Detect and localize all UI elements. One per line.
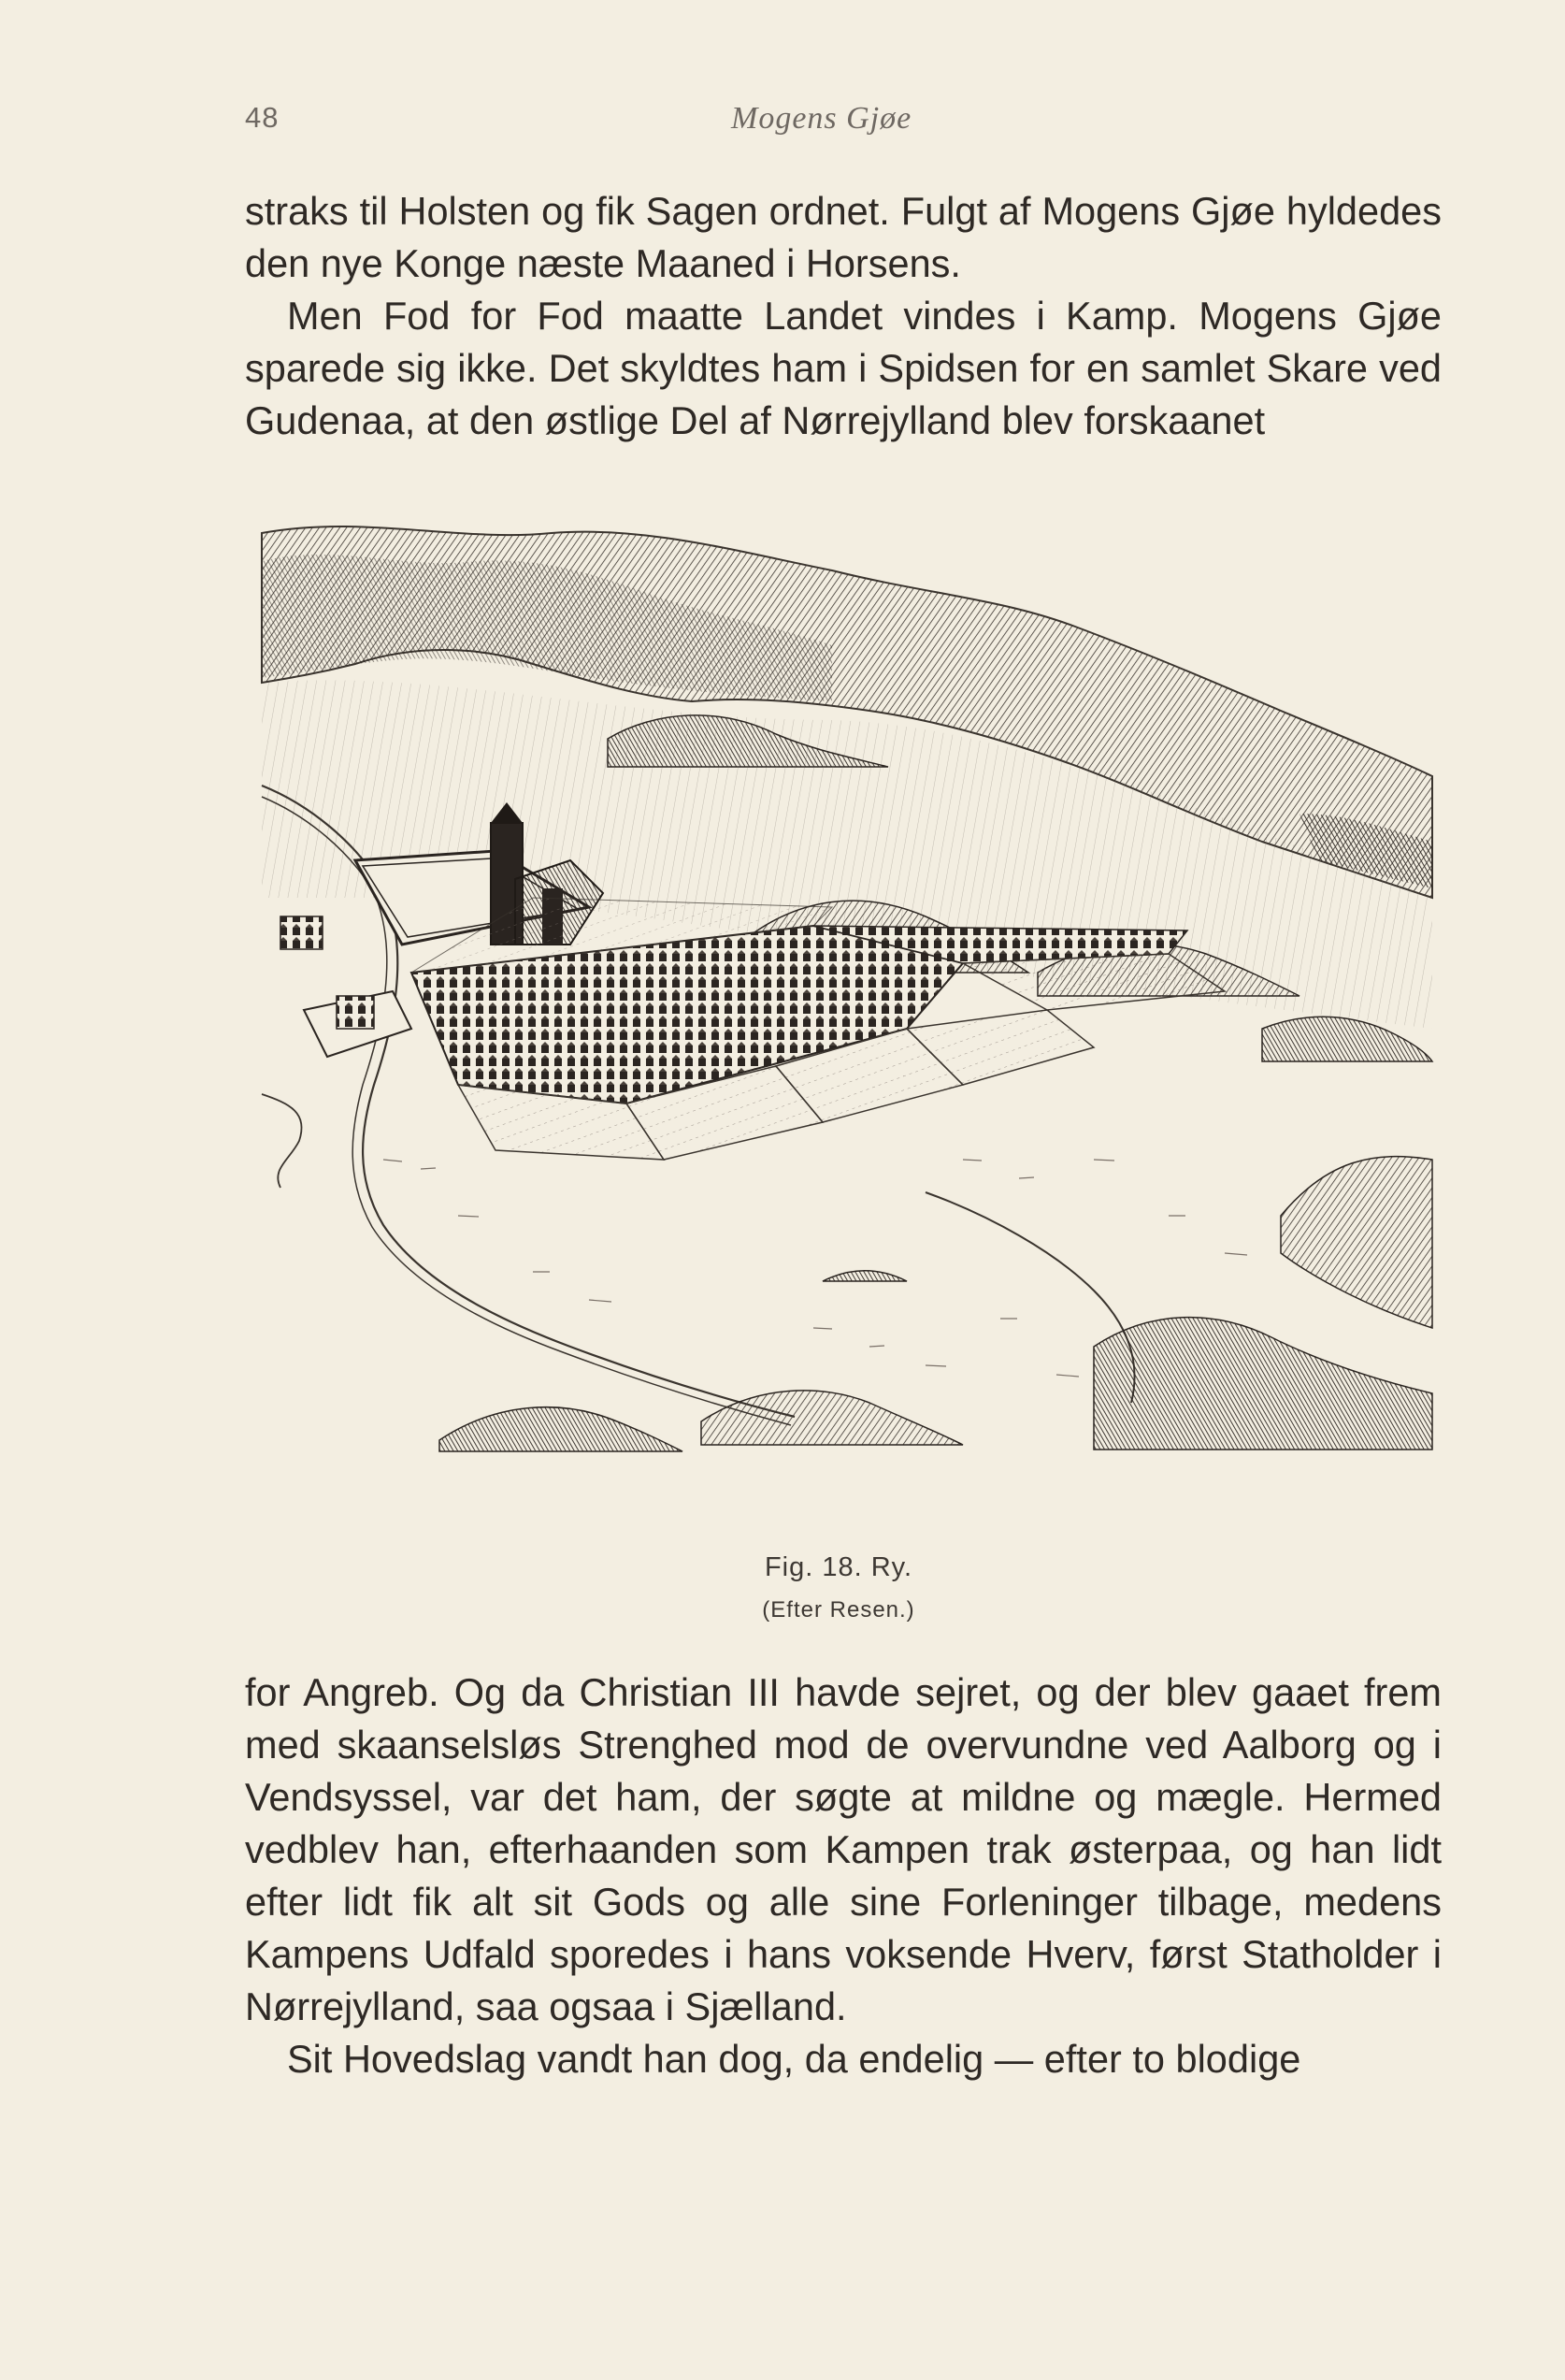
paragraph-3: for Angreb. Og da Christian III havde sejret, og der blev gaaet frem med skaanselsløs Strenghed mod de overvundne ved Aalborg og i Vendsyssel, var det ham, der søgte at mildne og mægle. Hermed vedblev han, efterhaanden som Kampen trak østerpaa, og han lidt efter lidt fik alt sit Gods og alle sine Forleninger tilbage, medens Kampens Udfald sporedes i hans voksende Hverv, først Statholder i Nørrejylland, saa ogsaa i Sjælland. (245, 1670, 1442, 2028)
stream (262, 1094, 302, 1188)
body-text-bottom (245, 1666, 1442, 2085)
paragraph-2: Men Fod for Fod maatte Landet vindes i Kamp. Mogens Gjøe sparede sig ikke. Det skyldtes ham i Spidsen for en samlet Skare ved Gudenaa, at den østlige Del af Nørrejylland blev forskaanet (245, 294, 1442, 442)
hamlet-left (280, 916, 323, 949)
fg-hill-2 (701, 1391, 963, 1445)
running-title: Mogens Gjøe (731, 101, 912, 136)
manor-house (337, 996, 374, 1029)
small-hill (823, 1271, 907, 1281)
figure-credit: (Efter Resen.) (762, 1597, 915, 1623)
fg-hill-3 (1094, 1318, 1432, 1450)
engraving-illustration (252, 505, 1442, 1515)
running-head (245, 101, 1442, 148)
page-number: 48 (245, 101, 280, 134)
figure-engraving-ry (252, 505, 1442, 1515)
paragraph-1: straks til Holsten og fik Sagen ordnet. Fulgt af Mogens Gjøe hyldedes den nye Konge næste Maaned i Horsens. (245, 189, 1442, 285)
figure-caption: Fig. 18. Ry. (764, 1552, 913, 1582)
body-text-top (245, 185, 1442, 447)
paragraph-4: Sit Hovedslag vandt han dog, da endelig — efter to blodige (287, 2037, 1301, 2081)
fg-hill-1 (439, 1407, 682, 1451)
fg-hill-right (1281, 1157, 1432, 1328)
